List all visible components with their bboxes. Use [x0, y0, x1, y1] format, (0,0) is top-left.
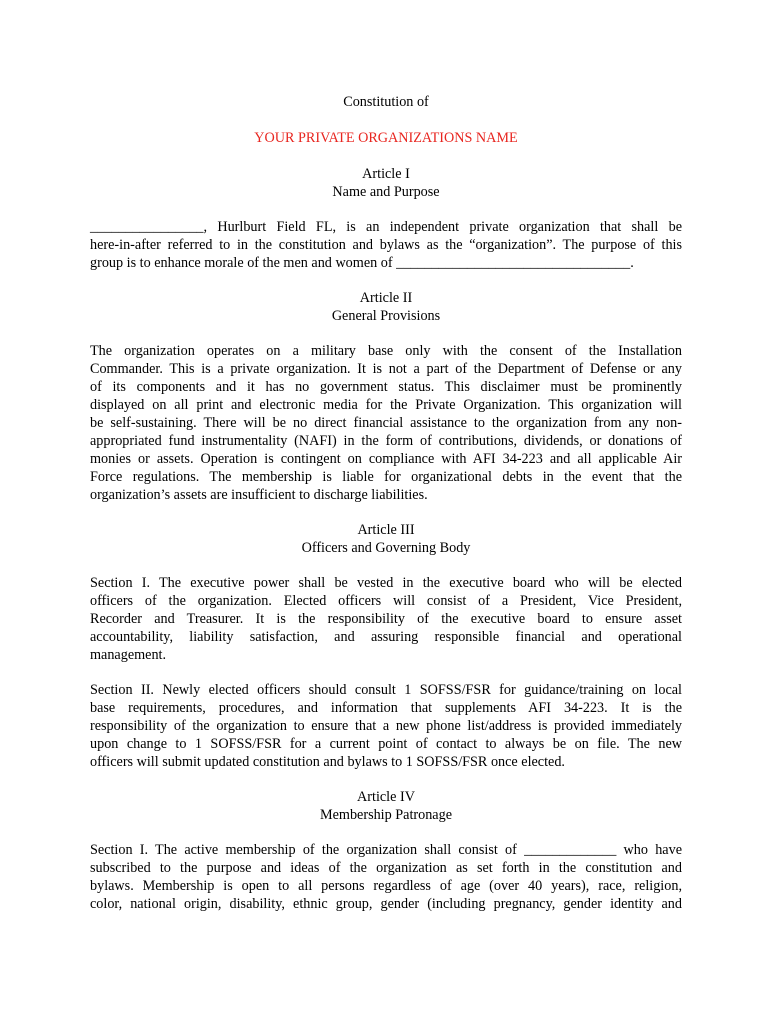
section-1-paragraph: [90, 841, 682, 913]
paragraph-line: organization’s assets are insufficient to discharge liabilities.: [90, 487, 428, 503]
paragraph-line: here-in-after referred to in the constitution and bylaws as the “organization”. The purpose of this: [90, 237, 682, 253]
paragraph-line: monies or assets. Operation is contingent on compliance with AFI 34-223 and all applicable Air: [90, 451, 682, 467]
paragraph-line: Section I. The active membership of the organization shall consist of _____________ who have: [90, 842, 682, 858]
paragraph-line: upon change to 1 SOFSS/FSR for a current point of contact to always be on file. The new: [90, 736, 682, 752]
section-2-paragraph: [90, 681, 682, 771]
paragraph-line: officers of the organization. Elected officers will consist of a President, Vice President,: [90, 593, 682, 609]
paragraph-line: Commander. This is a private organization. It is not a part of the Department of Defense or any: [90, 361, 682, 377]
paragraph-line: The organization operates on a military base only with the consent of the Installation: [90, 343, 682, 359]
article-title: General Provisions: [331, 308, 441, 324]
paragraph-line: base requirements, procedures, and information that supplements AFI 34-223. It is the: [90, 700, 682, 716]
paragraph-line: color, national origin, disability, ethnic group, gender (including pregnancy, gender identity and: [90, 896, 682, 912]
paragraph-line: group is to enhance morale of the men and women of _________________________________.: [90, 255, 634, 271]
paragraph-line: Force regulations. The membership is liable for organizational debts in the event that the: [90, 469, 682, 485]
paragraph-line: ________________, Hurlburt Field FL, is an independent private organization that shall be: [90, 219, 682, 235]
paragraph-line: displayed on all print and electronic media for the Private Organization. This organization will: [90, 397, 682, 413]
article-3: [90, 521, 682, 771]
article-number: Article I: [362, 166, 410, 182]
document-title: Constitution of: [343, 94, 429, 110]
paragraph-line: be self-sustaining. There will be no direct financial assistance to the organization from any non-: [90, 415, 682, 431]
document-page: [90, 93, 682, 930]
article-1: [90, 165, 682, 272]
article-number: Article III: [357, 522, 415, 538]
paragraph-line: Recorder and Treasurer. It is the responsibility of the executive board to ensure asset: [90, 611, 682, 627]
paragraph-line: subscribed to the purpose and ideas of the organization as set forth in the constitution and: [90, 860, 682, 876]
paragraph-line: of its components and it has no government status. This disclaimer must be prominently: [90, 379, 682, 395]
article-paragraph: [90, 218, 682, 272]
organization-name: YOUR PRIVATE ORGANIZATIONS NAME: [254, 130, 518, 146]
paragraph-line: responsibility of the organization to ensure that a new phone list/address is provided immediately: [90, 718, 682, 734]
article-paragraph: [90, 342, 682, 504]
paragraph-line: accountability, liability satisfaction, and assuring responsible financial and operational: [90, 629, 682, 645]
article-number: Article II: [359, 290, 413, 306]
article-title: Officers and Governing Body: [301, 540, 471, 556]
article-title: Name and Purpose: [332, 184, 440, 200]
paragraph-line: bylaws. Membership is open to all persons regardless of age (over 40 years), race, religion,: [90, 878, 682, 894]
article-4: [90, 788, 682, 913]
article-number: Article IV: [357, 789, 415, 805]
section-1-paragraph: [90, 574, 682, 664]
paragraph-line: Section II. Newly elected officers should consult 1 SOFSS/FSR for guidance/training on local: [90, 682, 682, 698]
paragraph-line: officers will submit updated constitution and bylaws to 1 SOFSS/FSR once elected.: [90, 754, 565, 770]
paragraph-line: appropriated fund instrumentality (NAFI) in the form of contributions, dividends, or donations of: [90, 433, 682, 449]
paragraph-line: Section I. The executive power shall be vested in the executive board who will be elected: [90, 575, 682, 591]
article-title: Membership Patronage: [320, 807, 452, 823]
paragraph-line: management.: [90, 647, 167, 663]
article-2: [90, 289, 682, 504]
